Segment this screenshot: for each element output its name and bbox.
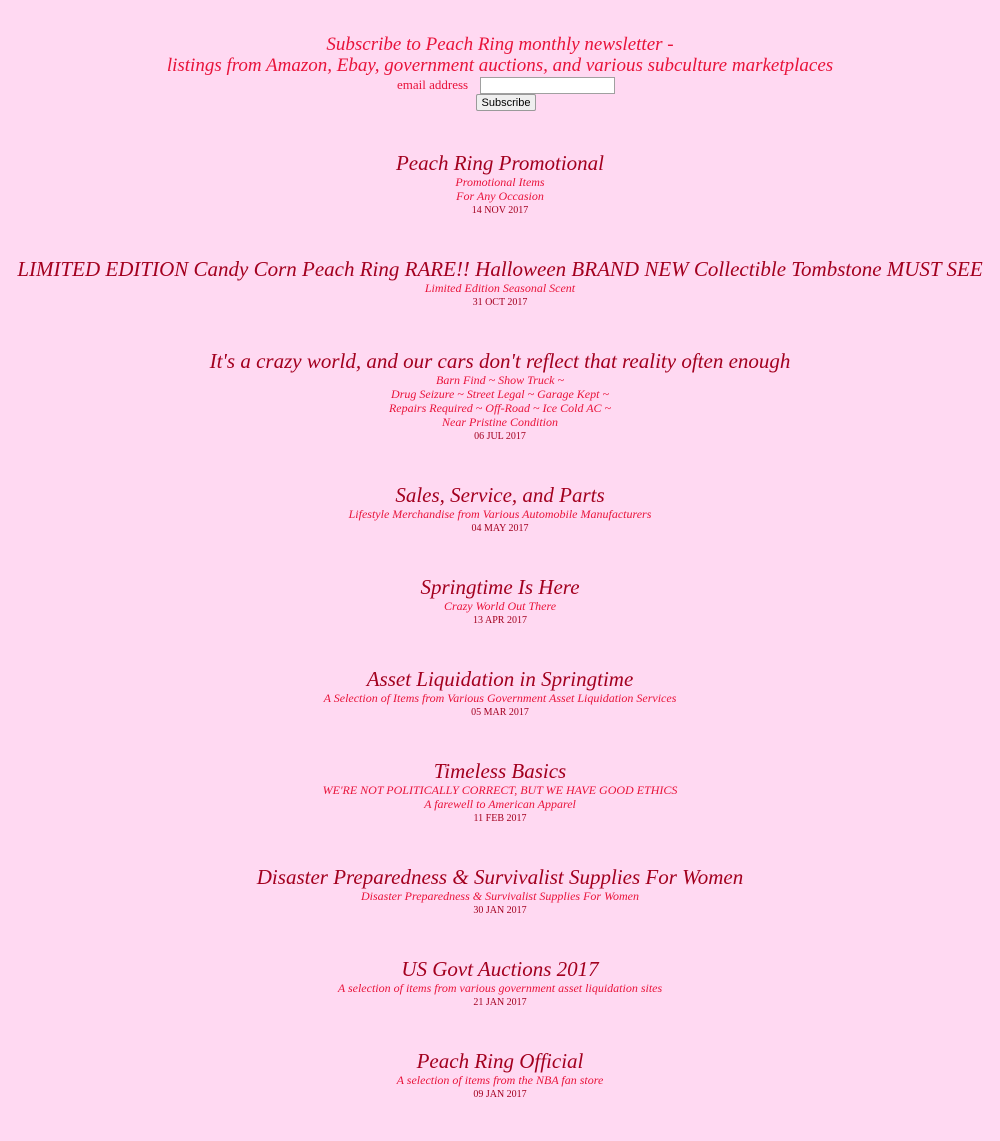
post-item	[0, 1049, 1000, 1103]
post-date: 30 JAN 2017	[473, 905, 527, 916]
post-subtitle: Drug Seizure ~ Street Legal ~ Garage Kept ~	[391, 387, 609, 401]
post-title-link[interactable]: Disaster Preparedness & Survivalist Supplies For Women	[256, 865, 744, 889]
post-title-link[interactable]: LIMITED EDITION Candy Corn Peach Ring RARE!! Halloween BRAND NEW Collectible Tombstone MUST SEE	[17, 257, 983, 281]
post-subtitle: Disaster Preparedness & Survivalist Supplies For Women	[361, 889, 639, 903]
post-subtitle: A farewell to American Apparel	[424, 797, 576, 811]
post-item	[0, 667, 1000, 721]
post-subtitle: Barn Find ~ Show Truck ~	[436, 373, 564, 387]
subscribe-button[interactable]: Subscribe	[476, 94, 536, 111]
post-subtitle: Repairs Required ~ Off-Road ~ Ice Cold AC ~	[388, 401, 612, 415]
post-title-link[interactable]: Springtime Is Here	[420, 575, 580, 599]
post-subtitle: For Any Occasion	[456, 189, 544, 203]
post-date: 05 MAR 2017	[471, 707, 529, 718]
post-subtitle: Limited Edition Seasonal Scent	[424, 281, 576, 295]
post-title-link[interactable]: Peach Ring Promotional	[395, 151, 605, 175]
post-title-link[interactable]: Peach Ring Official	[416, 1049, 584, 1073]
post-title-link[interactable]: Timeless Basics	[433, 759, 567, 783]
post-date: 14 NOV 2017	[471, 205, 529, 216]
post-subtitle: Near Pristine Condition	[441, 415, 558, 429]
post-item	[0, 349, 1000, 445]
post-date: 21 JAN 2017	[473, 997, 527, 1008]
post-title-link[interactable]: It's a crazy world, and our cars don't reflect that reality often enough	[209, 349, 791, 373]
post-item	[0, 865, 1000, 919]
email-label: email address	[397, 77, 469, 92]
post-item	[0, 957, 1000, 1011]
newsletter-heading-line-2: listings from Amazon, Ebay, government auctions, and various subculture marketplaces	[166, 55, 834, 76]
post-title-link[interactable]: US Govt Auctions 2017	[401, 957, 599, 981]
post-subtitle: A selection of items from various government asset liquidation sites	[337, 981, 663, 995]
post-title-link[interactable]: Asset Liquidation in Springtime	[366, 667, 634, 691]
post-item	[0, 483, 1000, 537]
post-subtitle: WE'RE NOT POLITICALLY CORRECT, BUT WE HAVE GOOD ETHICS	[322, 783, 678, 797]
post-item	[0, 759, 1000, 827]
post-subtitle: Promotional Items	[455, 175, 545, 189]
post-date: 06 JUL 2017	[474, 431, 526, 442]
post-date: 13 APR 2017	[473, 615, 527, 626]
email-input[interactable]	[480, 77, 615, 94]
post-subtitle: Crazy World Out There	[443, 599, 557, 613]
post-item	[0, 257, 1000, 311]
post-date: 11 FEB 2017	[473, 813, 527, 824]
newsletter-heading-line-1: Subscribe to Peach Ring monthly newsletter -	[326, 34, 674, 55]
post-subtitle: A Selection of Items from Various Government Asset Liquidation Services	[323, 691, 677, 705]
newsletter-form	[0, 76, 1000, 120]
post-date: 09 JAN 2017	[473, 1089, 527, 1100]
post-date: 31 OCT 2017	[472, 297, 528, 308]
post-subtitle: Lifestyle Merchandise from Various Automobile Manufacturers	[348, 507, 652, 521]
post-title-link[interactable]: Sales, Service, and Parts	[395, 483, 605, 507]
post-item	[0, 575, 1000, 629]
post-date: 04 MAY 2017	[471, 523, 529, 534]
post-subtitle: A selection of items from the NBA fan store	[396, 1073, 604, 1087]
newsletter-signup	[0, 34, 1000, 120]
post-item	[0, 151, 1000, 219]
post-list	[0, 151, 1000, 1141]
